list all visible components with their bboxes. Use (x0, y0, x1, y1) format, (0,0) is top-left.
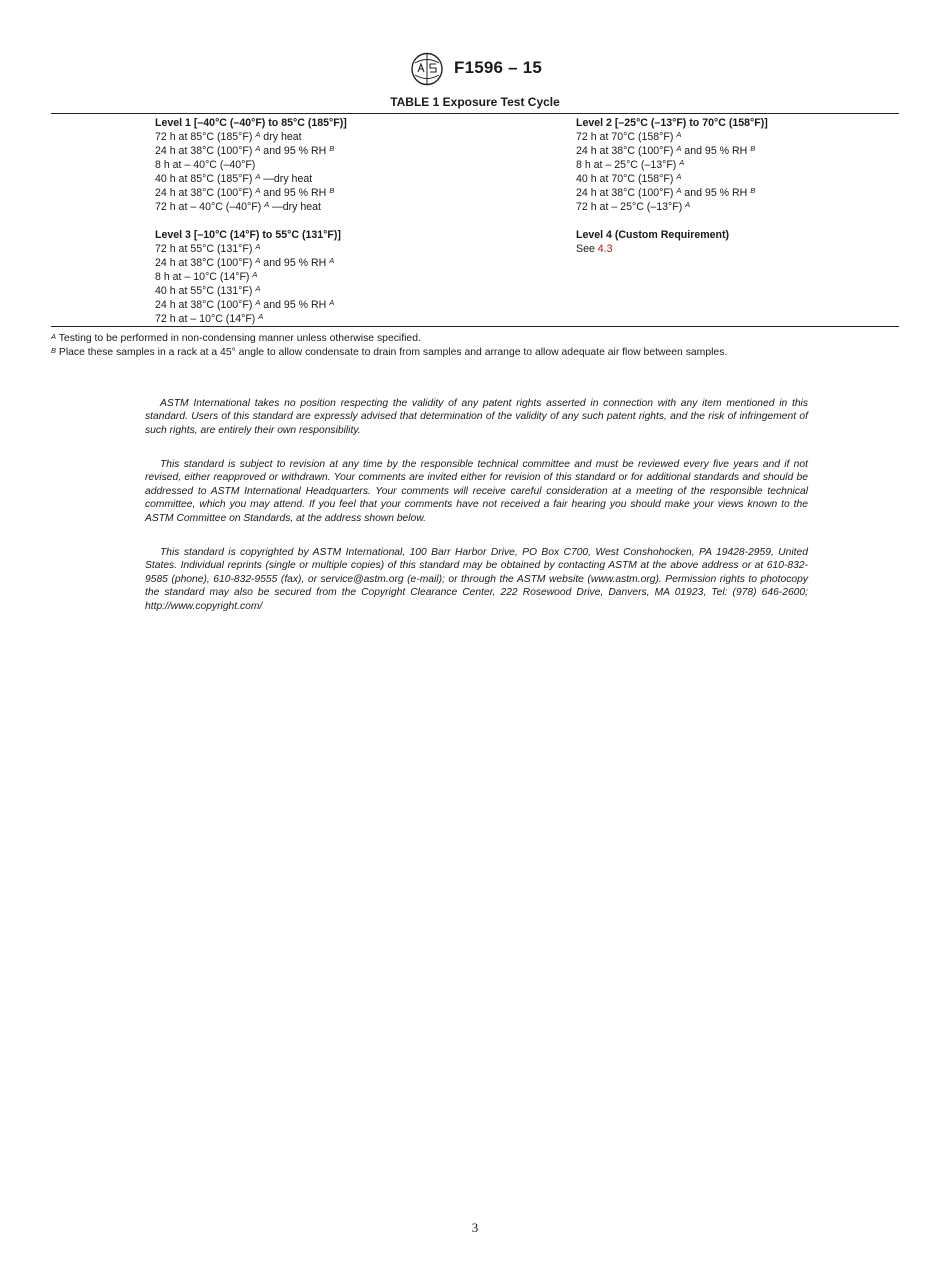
level-2-title: Level 2 [–25°C (–13°F) to 70°C (158°F)] (576, 117, 768, 129)
level-2-step: 72 h at 70°C (158°F) $^A$ (576, 130, 682, 143)
revision-notice: This standard is subject to revision at any time by the responsible technical committee and must be reviewed every five years and if not revised, either reapproved or withdrawn. Your comments are invited either for revision of this standard or for additional standards and should be addressed to ASTM International Headquarters. Your comments will receive careful consideration at a meeting of the responsible technical committee, which you may attend. If you feel that your comments have not received a fair hearing you should make your views known to the ASTM Committee on Standards, at the address shown below. (145, 459, 808, 524)
level-3-cell (155, 228, 341, 326)
table-top-rule (51, 113, 899, 114)
level-3-step: 72 h at 55°C (131°F) $^A$ (155, 242, 261, 255)
level-1-step: 24 h at 38°C (100°F) $^A$ and 95 % RH $^B$ (155, 186, 335, 199)
level-2-step: 24 h at 38°C (100°F) $^A$ and 95 % RH $^B$ (576, 186, 756, 199)
level-2-cell (576, 116, 768, 214)
level-3-step: 40 h at 55°C (131°F) $^A$ (155, 284, 261, 297)
level-4-cell (576, 228, 729, 256)
level-1-step: 72 h at 85°C (185°F) $^A$ dry heat (155, 130, 302, 143)
document-id: F1596 – 15 (454, 58, 543, 77)
level-3-step: 8 h at – 10°C (14°F) $^A$ (155, 270, 258, 283)
level-1-title: Level 1 [–40°C (–40°F) to 85°C (185°F)] (155, 117, 347, 129)
patent-notice: ASTM International takes no position respecting the validity of any patent rights asserted in connection with any item mentioned in this standard. Users of this standard are expressly advised that determination of the validity of any such patent rights, and the risk of infringement of such rights, are entirely their own responsibility. (145, 398, 808, 436)
copyright-notice: This standard is copyrighted by ASTM International, 100 Barr Harbor Drive, PO Box C700, West Conshohocken, PA 19428-2959, United States. Individual reprints (single or multiple copies) of this standard may be obtained by contacting ASTM at the above address or at 610-832-9585 (phone), 610-832-9555 (fax), or service@astm.org (e-mail); or through the ASTM website (www.astm.org). Permission rights to photocopy the standard may also be secured from the Copyright Clearance Center, 222 Rosewood Drive, Danvers, MA 01923, Tel: (978) 646-2600; http://www.copyright.com/ (145, 547, 808, 612)
page-number: 3 (471, 1220, 479, 1235)
level-4-reference: See 4.3 (576, 243, 613, 255)
level-2-step: 72 h at – 25°C (–13°F) $^A$ (576, 200, 691, 213)
footnote-b: $^B$ Place these samples in a rack at a 45° angle to allow condensate to drain from samples and arrange to allow adequate air flow between samples. (51, 345, 728, 358)
table-bottom-rule (51, 326, 899, 327)
level-4-title: Level 4 (Custom Requirement) (576, 229, 730, 241)
level-3-step: 72 h at – 10°C (14°F) $^A$ (155, 312, 264, 325)
page-header (0, 52, 950, 86)
level-3-step: 24 h at 38°C (100°F) $^A$ and 95 % RH $^A$ (155, 256, 335, 269)
section-4-3-link[interactable]: 4.3 (597, 243, 613, 255)
footnote-a: $^A$ Testing to be performed in non-condensing manner unless otherwise specified. (51, 332, 421, 344)
table-title: TABLE 1 Exposure Test Cycle (390, 95, 560, 109)
level-1-step: 40 h at 85°C (185°F) $^A$ —dry heat (155, 172, 313, 185)
level-3-title: Level 3 [–10°C (14°F) to 55°C (131°F)] (155, 229, 341, 241)
level-3-step: 24 h at 38°C (100°F) $^A$ and 95 % RH $^A$ (155, 298, 335, 311)
level-1-step: 72 h at – 40°C (–40°F) $^A$ —dry heat (155, 200, 322, 213)
level-1-cell (155, 116, 347, 214)
astm-logo-icon (409, 52, 445, 86)
level-1-step: 24 h at 38°C (100°F) $^A$ and 95 % RH $^B$ (155, 144, 335, 157)
level-2-step: 8 h at – 25°C (–13°F) $^A$ (576, 158, 685, 171)
level-2-step: 24 h at 38°C (100°F) $^A$ and 95 % RH $^B$ (576, 144, 756, 157)
level-1-step: 8 h at – 40°C (–40°F) (155, 159, 256, 171)
table-footnotes (51, 332, 727, 359)
level-2-step: 40 h at 70°C (158°F) $^A$ (576, 172, 682, 185)
